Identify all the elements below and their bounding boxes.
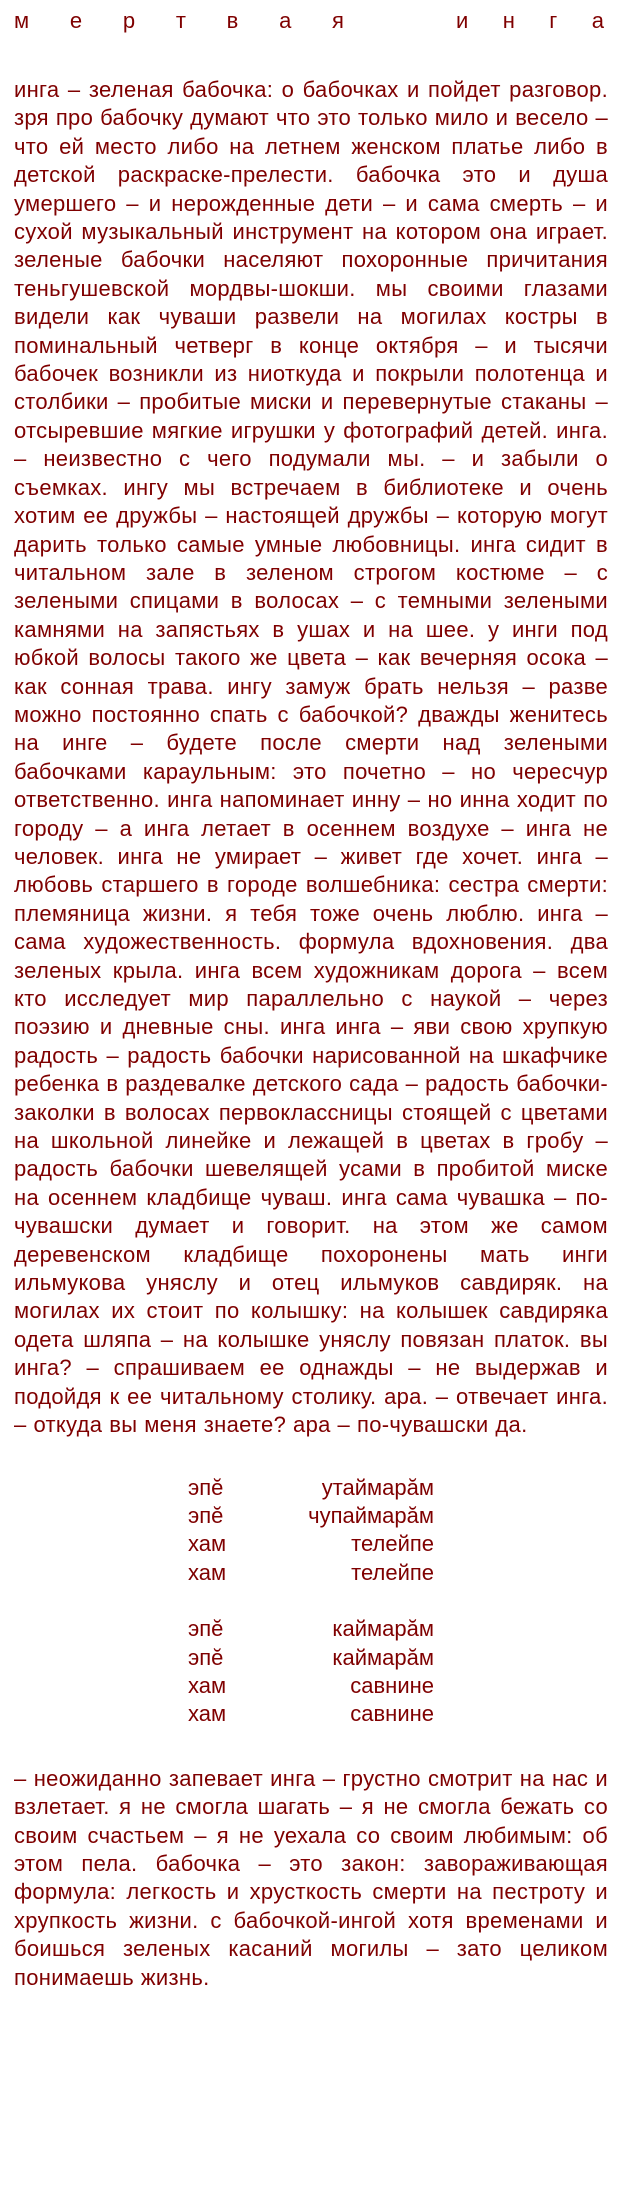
verse-line-left: хам [188,1531,227,1557]
verse-line-left: эпĕ [188,1474,224,1500]
verse-line-right: каймарăм [332,1616,434,1642]
title-letter: е [69,8,83,33]
page-title [14,8,604,46]
verse-line-right: каймарăм [332,1644,434,1670]
stanza-1 [188,1474,434,1588]
title-letter: в [226,8,239,33]
paragraph-closing: – неожиданно запевает инга – грустно смотрит на нас и взлетает. я не смогла шагать – я не смогла бежать со своим счастьем – я не уехала со своим любимым: об этом пела. бабочка – это закон: завораживающая формула: легкость и хрусткость смерти на пестроту и хрупкость жизни. с бабочкой-ингой хотя временами и боишься зеленых касаний могилы – зато целиком понимаешь жизнь. [14,1765,608,1990]
title-letter: а [591,8,604,33]
title-letter: р [122,8,136,33]
verse-line [188,1615,434,1643]
verse-line [188,1644,434,1672]
verse-line-right: савнине [350,1701,434,1727]
verse-line-left: хам [188,1701,227,1727]
title-letter: и [456,8,469,33]
verse-line [188,1530,434,1558]
verse-line-left: хам [188,1559,227,1585]
title-word-mertvaya [14,8,344,34]
verse-line-left: эпĕ [188,1502,224,1528]
verse-line-left: хам [188,1672,227,1698]
verse-line-right: утаймарăм [321,1474,434,1500]
title-letter: я [332,8,344,33]
title-letter: м [14,8,30,33]
title-letter: а [279,8,292,33]
verse-line [188,1474,434,1502]
verse-line [188,1672,434,1700]
closing-text [14,1765,608,1992]
title-word-inga [456,8,604,34]
verse-line-right: телейпе [351,1531,434,1557]
title-letter: г [549,8,558,33]
title-letter: н [502,8,515,33]
main-text [14,76,608,1440]
verse-line [188,1559,434,1587]
verse-line [188,1502,434,1530]
song-verse [14,1474,608,1729]
title-letter: т [175,8,186,33]
verse-line-right: чупаймарăм [308,1502,434,1528]
verse-line-right: савнине [350,1672,434,1698]
stanza-2 [188,1615,434,1729]
verse-line-left: эпĕ [188,1616,224,1642]
verse-line-right: телейпе [351,1559,434,1585]
verse-line [188,1700,434,1728]
verse-line-left: эпĕ [188,1644,224,1670]
paragraph-main: инга – зеленая бабочка: о бабочках и пойдет разговор. зря про бабочку думают что это только мило и весело – что ей место либо на летнем женском платье либо в детской раскраске-прелести. бабочка это и душа умершего – и нерожденные дети – и сама смерть – и сухой музыкальный инструмент на котором она играет. зеленые бабочки населяют похоронные причитания теньгушевской мордвы-шокши. мы своими глазами видели как чуваши развели на могилах костры в поминальный четверг в конце октября – и тысячи бабочек возникли из ниоткуда и покрыли полотенца и столбики – пробитые миски и перевернутые стаканы – отсыревшие мягкие игрушки у фотографий детей. инга. – неизвестно с чего подумали мы. – и забыли о съемках. ингу мы встречаем в библиотеке и очень хотим ее дружбы – настоящей дружбы – которую могут дарить только самые умные любовницы. инга сидит в читальном зале в зеленом строгом костюме – с зелеными спицами в волосах – с темными зелеными камнями на запястьях в ушах и на шее. у инги под юбкой волосы такого же цвета – как вечерняя осока – как сонная трава. ингу замуж брать нельзя – разве можно постоянно спать с бабочкой? дважды женитесь на инге – будете после смерти над зелеными бабочками караульным: это почетно – но чересчур ответственно. инга напоминает инну – но инна ходит по городу – а инга летает в осеннем воздухе – инга не человек. инга не умирает – живет где хочет. инга – любовь старшего в городе волшебника: сестра смерти: племяница жизни. я тебя тоже очень люблю. инга – сама художественность. формула вдохновения. два зеленых крыла. инга всем художникам дорога – всем кто исследует мир параллельно с наукой – через поэзию и дневные сны. инга инга – яви свою хрупкую радость – радость бабочки нарисованной на шкафчике ребенка в раздевалке детского сада – радость бабочки-заколки в волосах первоклассницы стоящей с цветами на школьной линейке и лежащей в цветах в гробу – радость бабочки шевелящей усами в пробитой миске на осеннем кладбище чуваш. инга сама чувашка – по-чувашски думает и говорит. на этом же самом деревенском кладбище похоронены мать инги ильмукова уняслу и отец ильмуков савдиряк. на могилах их стоит по колышку: на колышек савдиряка одета шляпа – на колышке уняслу повязан платок. вы инга? – спрашиваем ее однажды – не выдержав и подойдя к ее читальному столику. ара. – отвечает инга. – откуда вы меня знаете? ара – по-чувашски да. [14,77,608,1438]
